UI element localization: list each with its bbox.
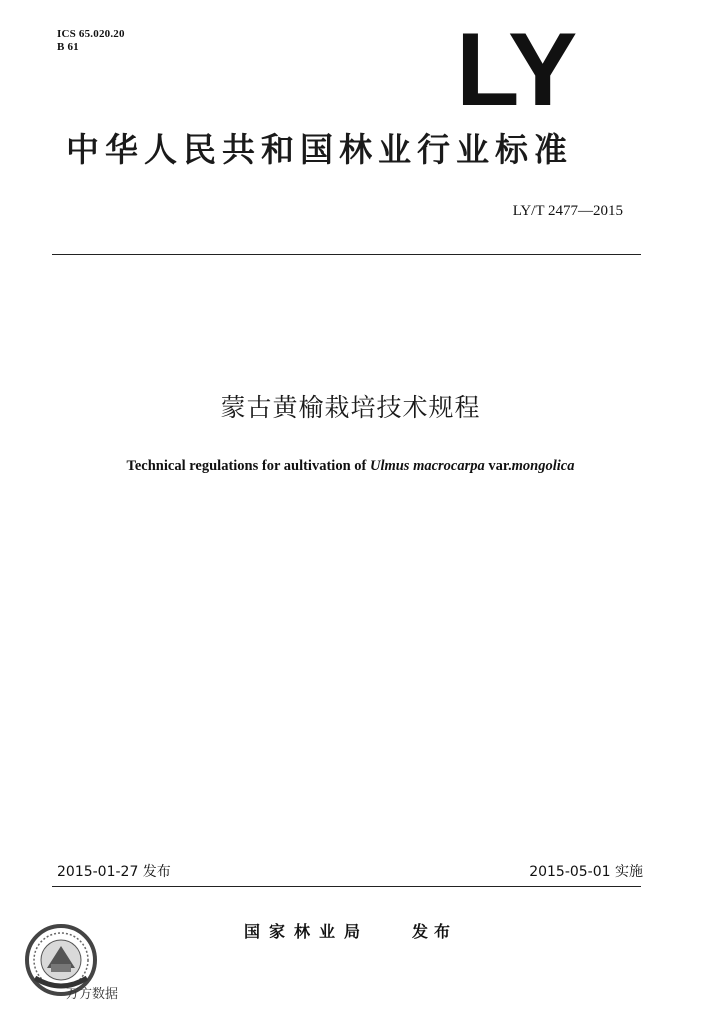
- watermark-text: 万方数据: [66, 987, 119, 1002]
- bottom-divider: [52, 886, 641, 887]
- top-divider: [52, 254, 641, 255]
- effective-date: 2015-05-01 实施: [529, 864, 643, 880]
- classification-codes: [57, 28, 125, 54]
- seal-icon: [25, 924, 97, 996]
- en-title-variety: mongolica: [511, 458, 575, 474]
- document-title-zh: 蒙古黄榆栽培技术规程: [220, 393, 481, 422]
- en-title-var: var.: [484, 458, 512, 474]
- standard-code: LY/T 2477—2015: [512, 203, 623, 219]
- issuing-authority: 国家林业局: [244, 922, 370, 941]
- publish-date: 2015-01-27 发布: [57, 864, 171, 880]
- standard-type-title: 中华人民共和国林业行业标准: [66, 130, 573, 169]
- en-title-species: Ulmus macrocarpa: [369, 458, 485, 474]
- ics-code: ICS 65.020.20: [57, 28, 125, 40]
- issue-label: 发布: [412, 922, 457, 941]
- document-title-en: [0, 458, 701, 475]
- standard-logo: LY: [456, 12, 576, 128]
- ccs-code: B 61: [57, 41, 79, 53]
- en-title-prefix: Technical regulations for aultivation of: [126, 458, 370, 474]
